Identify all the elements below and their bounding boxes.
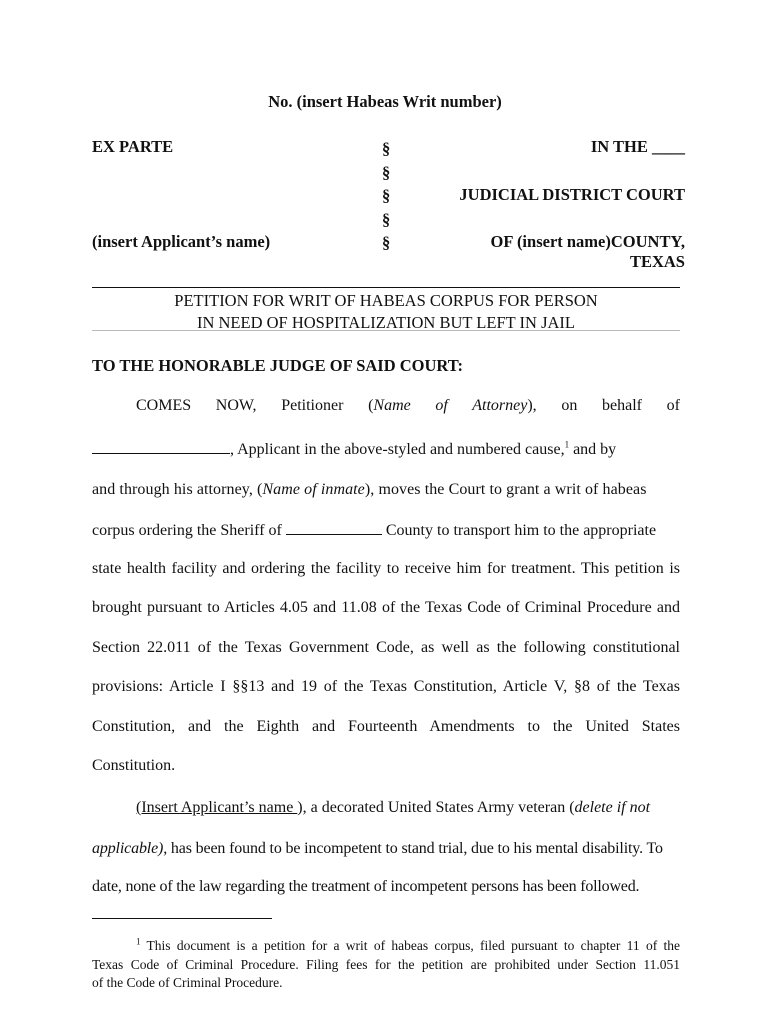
footnote-separator (92, 918, 272, 919)
section-mark: § (382, 162, 391, 182)
paragraph-line: Section 22.011 of the Texas Government Code, as well as the following constitutional (92, 639, 680, 656)
caption-rule (92, 287, 680, 288)
court-in-the: IN THE ____ (590, 137, 685, 156)
section-mark: § (382, 139, 391, 158)
paragraph-line: and through his attorney, (Name of inmate), moves the Court to grant a writ of habeas (92, 481, 647, 498)
title-line-2: IN NEED OF HOSPITALIZATION BUT LEFT IN JAIL (196, 313, 575, 332)
applicant-blank (92, 439, 230, 454)
paragraph-line: COMES NOW, Petitioner (Name of Attorney), on behalf of (136, 397, 680, 414)
applicant-name-placeholder: (insert Applicant’s name) (92, 232, 271, 251)
footnote: $^1$ This document is a petition for a writ of habeas corpus, filed pursuant to chapter 11 of the Texas Code of Criminal Procedure. Filing fees for the petition are prohibited under Section 11.051 of the Code of Criminal Procedure. (92, 937, 680, 993)
paragraph-line: date, none of the law regarding the treatment of incompetent persons has been followed. (92, 878, 640, 895)
paragraph-line: state health facility and ordering the facility to receive him for treatment. This petition is (92, 560, 680, 577)
section-marks-column (382, 137, 390, 255)
court-name: JUDICIAL DISTRICT COURT (459, 185, 685, 204)
county-blank (286, 520, 382, 535)
paragraph-line: provisions: Article I §§13 and 19 of the Texas Constitution, Article V, §8 of the Texas (92, 678, 680, 695)
section-mark: § (382, 186, 391, 205)
section-mark: § (382, 233, 391, 252)
paragraph-line: Constitution. (92, 757, 176, 774)
ex-parte-label: EX PARTE (92, 137, 174, 156)
footnote-marker: 1 (136, 936, 141, 947)
title-rule (92, 330, 680, 331)
court-county-line2: TEXAS (629, 252, 685, 271)
paragraph-line: Constitution, and the Eighth and Fourteenth Amendments to the United States (92, 718, 680, 735)
document-title (92, 290, 680, 334)
section-mark: § (382, 209, 391, 229)
footnote-line: of the Code of Criminal Procedure. (92, 975, 283, 990)
case-number: No. (insert Habeas Writ number) (268, 92, 502, 111)
footnote-line: Texas Code of Criminal Procedure. Filing fees for the petition are prohibited under Section 11.051 (92, 956, 680, 972)
court-county-line1: OF (insert name)COUNTY, (490, 232, 685, 251)
paragraph-line: , Applicant in the above-styled and numbered cause,$^1$ and by (92, 439, 680, 459)
paragraph-line: corpus ordering the Sheriff of County to transport him to the appropriate (92, 522, 657, 539)
salutation: TO THE HONORABLE JUDGE OF SAID COURT: (92, 356, 464, 375)
applicant-name-field: (Insert Applicant’s name (136, 799, 298, 816)
paragraph-line: applicable), has been found to be incompetent to stand trial, due to his mental disability. To (92, 840, 663, 857)
paragraph-line: (Insert Applicant’s name ), a decorated United States Army veteran (delete if not (136, 799, 651, 816)
court-county (491, 232, 685, 272)
paragraph-line: brought pursuant to Articles 4.05 and 11.08 of the Texas Code of Criminal Procedure and (92, 599, 680, 616)
footnote-ref: 1 (564, 439, 570, 450)
title-line-1: PETITION FOR WRIT OF HABEAS CORPUS FOR PERSON (174, 291, 598, 310)
